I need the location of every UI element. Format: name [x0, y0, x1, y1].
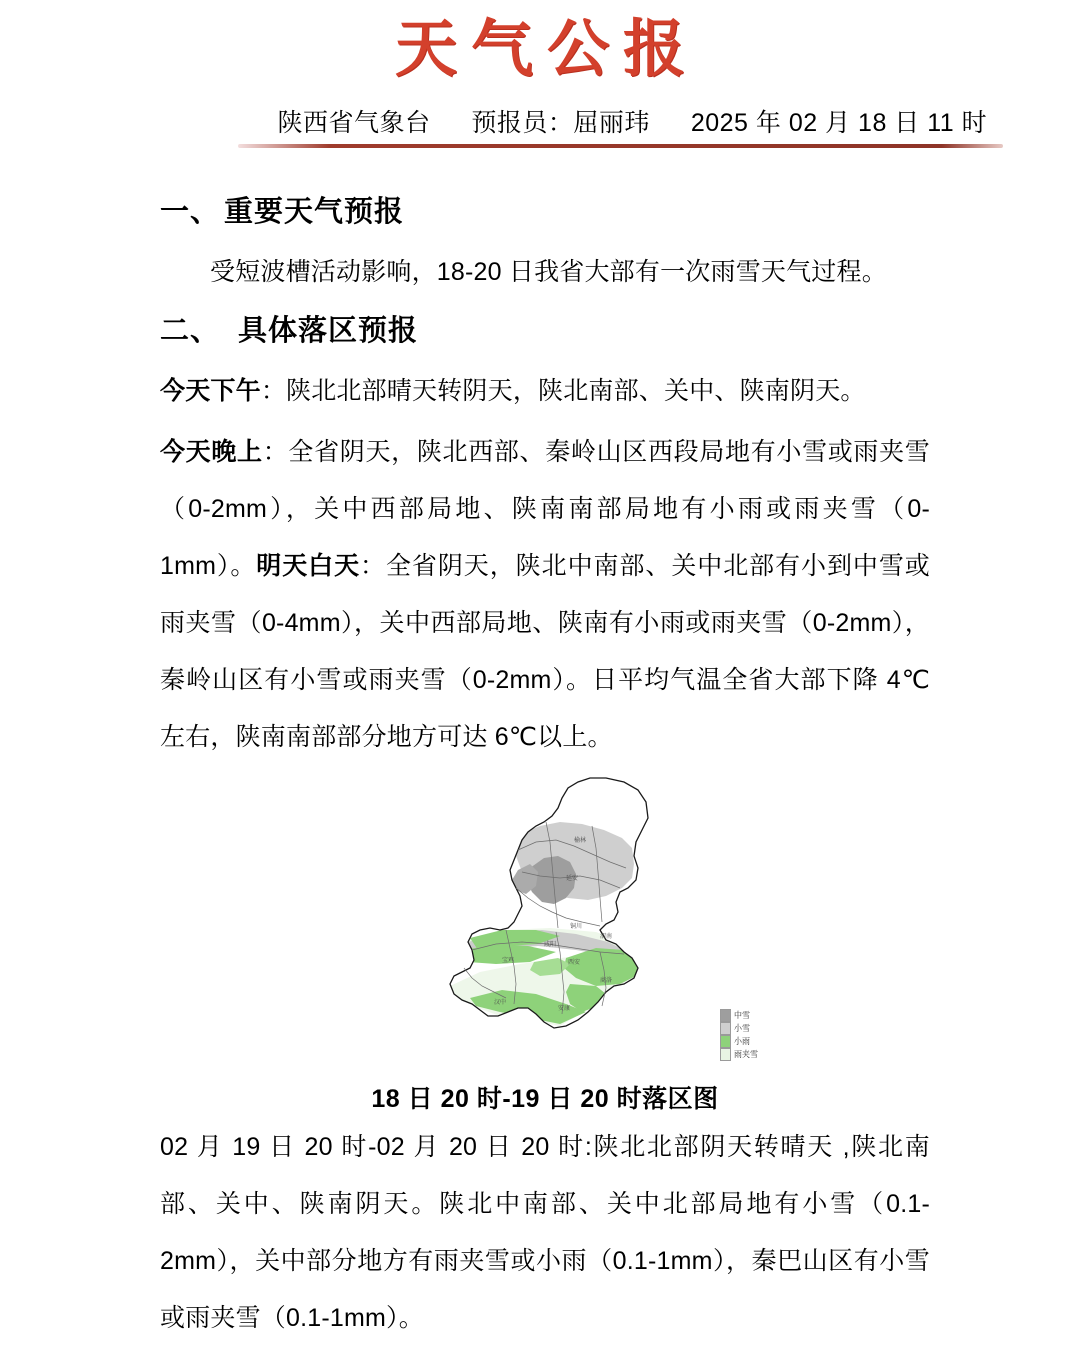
legend-swatch-moderate-snow — [720, 1009, 731, 1022]
legend-swatch-light-snow — [720, 1022, 731, 1035]
svg-text:宝鸡: 宝鸡 — [501, 957, 515, 964]
map-legend — [720, 1009, 778, 1061]
closing-forecast-paragraph: 02 月 19 日 20 时-02 月 20 日 20 时:陕北北部阴天转晴天 ,陕北南部、关中、陕南阴天。陕北中南部、关中北部局地有小雪（0.1-2mm），关中部分地方有雨夹雪或小雨（0.1-1mm），秦巴山区有小雪或雨夹雪（0.1-1mm）。 — [160, 1133, 930, 1332]
legend-swatch-light-rain — [720, 1035, 731, 1048]
issuing-office: 陕西省气象台 — [277, 109, 431, 137]
precipitation-map-figure — [160, 772, 930, 1119]
svg-text:咸阳: 咸阳 — [543, 941, 557, 948]
forecaster: 预报员：屈丽玮 — [471, 109, 650, 137]
issue-datetime: 2025 年 02 月 18 日 11 时 — [690, 109, 988, 137]
legend-label-moderate-snow: 中雪 — [734, 1010, 750, 1021]
svg-text:渭南: 渭南 — [599, 933, 613, 940]
bulletin-title: 天气公报 — [394, 12, 699, 85]
text-today-afternoon: ：陕北北部晴天转阴天，陕北南部、关中、陕南阴天。 — [260, 377, 866, 405]
section-heading-2 — [160, 305, 930, 357]
legend-label-light-rain: 小雨 — [734, 1036, 750, 1047]
svg-text:商洛: 商洛 — [599, 977, 613, 984]
label-tonight: 今天晚上 — [160, 438, 263, 466]
svg-text:铜川: 铜川 — [569, 923, 583, 930]
section-number-1: 一、 — [160, 196, 221, 228]
byline-block — [78, 102, 1003, 144]
legend-label-light-snow: 小雪 — [734, 1023, 750, 1034]
masthead — [0, 0, 1080, 96]
section-number-2: 二、 — [160, 315, 221, 347]
svg-text:西安: 西安 — [567, 959, 581, 966]
text-tonight: ：全省阴天，陕北西部、秦岭山区西段局地有小雪或雨夹雪（0-2mm），关中西部局地、陕南南部局地有小雨或雨夹雪（0-1mm）。 — [160, 438, 930, 580]
text-tomorrow-daytime: ：全省阴天，陕北中南部、关中北部有小到中雪或雨夹雪（0-4mm），关中西部局地、陕南有小雨或雨夹雪（0-2mm），秦岭山区有小雪或雨夹雪（0-2mm）。日平均气温全省大部下降 4℃左右，陕南南部部分地方可达 6℃以上。 — [160, 552, 930, 751]
legend-item-light-rain — [720, 1035, 778, 1048]
forecast-today-afternoon — [160, 363, 930, 420]
legend-item-light-snow — [720, 1022, 778, 1035]
svg-text:延安: 延安 — [565, 875, 579, 882]
svg-text:汉中: 汉中 — [493, 999, 507, 1006]
figure-caption: 18 日 20 时-19 日 20 时落区图 — [371, 1085, 719, 1113]
section-1-paragraph: 受短波槽活动影响，18-20 日我省大部有一次雨雪天气过程。 — [210, 258, 887, 286]
section-title-2: 具体落区预报 — [238, 315, 419, 347]
svg-text:榆林: 榆林 — [573, 837, 587, 844]
legend-label-sleet: 雨夹雪 — [734, 1049, 758, 1060]
forecast-tonight-and-tomorrow — [160, 424, 930, 766]
byline — [238, 102, 1003, 144]
legend-item-moderate-snow — [720, 1009, 778, 1022]
svg-text:安康: 安康 — [557, 1005, 571, 1012]
section-heading-1 — [160, 186, 930, 238]
legend-item-sleet — [720, 1048, 778, 1061]
document-body — [160, 186, 930, 1351]
byline-red-rule — [238, 144, 1003, 148]
label-today-afternoon: 今天下午 — [160, 377, 261, 405]
label-tomorrow-daytime: 明天白天 — [256, 552, 361, 580]
map-holder — [410, 772, 758, 1077]
section-title-1: 重要天气预报 — [224, 196, 405, 228]
legend-swatch-sleet — [720, 1048, 731, 1061]
shaanxi-precipitation-map — [410, 772, 740, 1077]
